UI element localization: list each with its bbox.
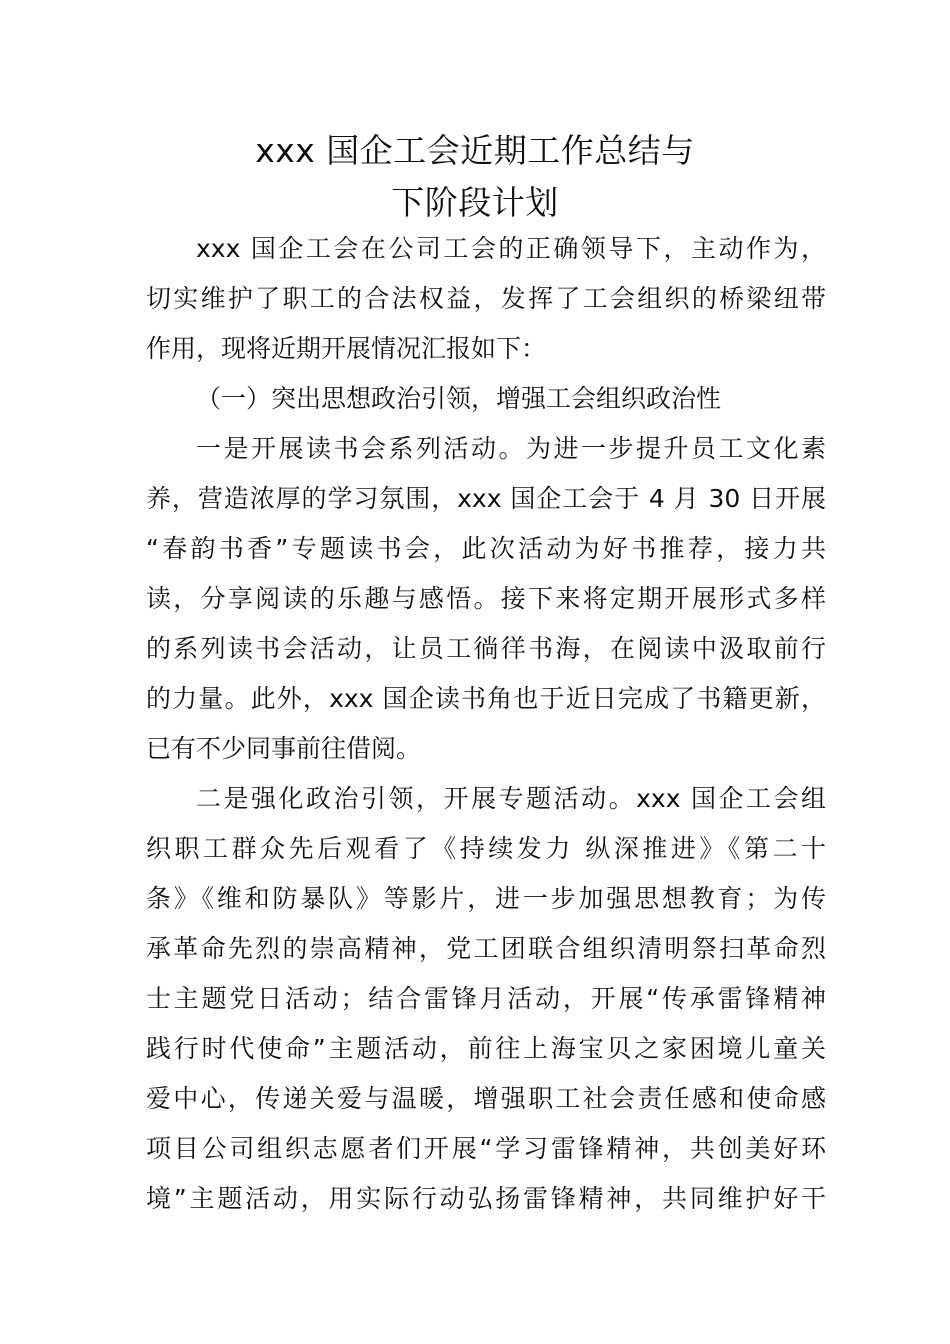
document-title-line-2: 下阶段计划: [391, 183, 559, 222]
paragraph-2-line-6: 践行时代使命”主题活动，前往上海宝贝之家困境儿童关: [146, 1034, 826, 1063]
paragraph-2-line-2: 织职工群众先后观看了《持续发力 纵深推进》《第二十: [146, 834, 826, 863]
paragraph-2-line-7: 爱中心，传递关爱与温暖，增强职工社会责任感和使命感: [146, 1084, 826, 1113]
paragraph-1-line-4: 读，分享阅读的乐趣与感悟。接下来将定期开展形式多样: [146, 584, 826, 613]
paragraph-intro-line-1: xxx 国企工会在公司工会的正确领导下，主动作为，: [196, 234, 826, 263]
paragraph-2-line-5: 士主题党日活动；结合雷锋月活动，开展“传承雷锋精神: [146, 984, 826, 1013]
document-title-line-1: xxx 国企工会近期工作总结与: [255, 131, 695, 170]
paragraph-1-line-5: 的系列读书会活动，让员工徜徉书海，在阅读中汲取前行: [146, 634, 826, 663]
paragraph-1-line-2: 养，营造浓厚的学习氛围，xxx 国企工会于 4 月 30 日开展: [146, 484, 826, 513]
paragraph-1-line-3: “春韵书香”专题读书会，此次活动为好书推荐，接力共: [146, 534, 826, 563]
paragraph-1-line-7: 已有不少同事前往借阅。: [146, 734, 422, 763]
paragraph-intro-line-3: 作用，现将近期开展情况汇报如下：: [146, 334, 547, 363]
paragraph-2-line-4: 承革命先烈的崇高精神，党工团联合组织清明祭扫革命烈: [146, 934, 826, 963]
paragraph-1-line-6: 的力量。此外，xxx 国企读书角也于近日完成了书籍更新，: [146, 684, 826, 713]
paragraph-2-line-8: 项目公司组织志愿者们开展“学习雷锋精神，共创美好环: [146, 1134, 826, 1163]
paragraph-intro-line-2: 切实维护了职工的合法权益，发挥了工会组织的桥梁纽带: [146, 284, 826, 313]
paragraph-1-line-1: 一是开展读书会系列活动。为进一步提升员工文化素: [196, 434, 826, 463]
paragraph-2-line-1: 二是强化政治引领，开展专题活动。xxx 国企工会组: [196, 784, 826, 813]
section-heading: （一）突出思想政治引领，增强工会组织政治性: [196, 384, 722, 413]
paragraph-2-line-9: 境”主题活动，用实际行动弘扬雷锋精神，共同维护好干: [146, 1184, 826, 1213]
paragraph-2-line-3: 条》《维和防暴队》等影片，进一步加强思想教育；为传: [146, 884, 826, 913]
